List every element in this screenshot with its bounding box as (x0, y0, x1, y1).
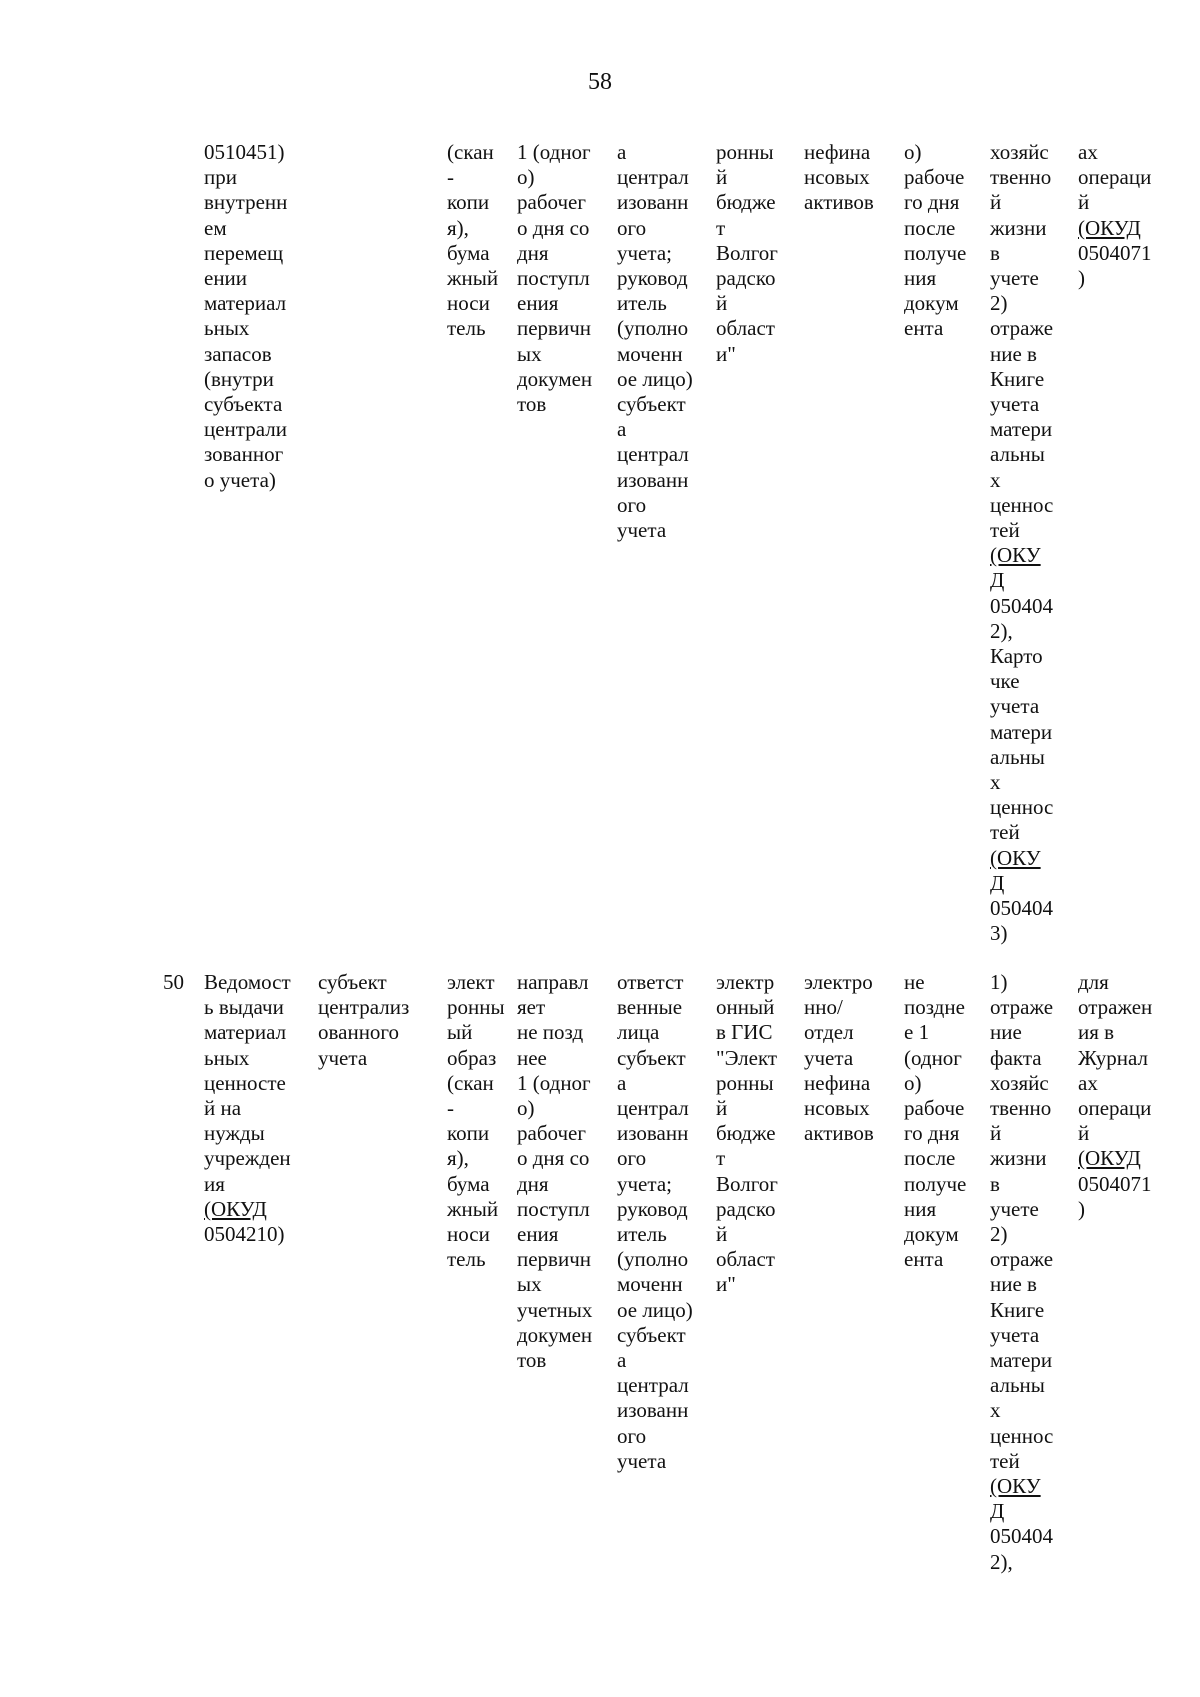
cell-line: активов (804, 1121, 874, 1146)
cell-line: ах (1078, 140, 1098, 164)
cell-line: докум (904, 291, 959, 316)
cell-line: централ (617, 442, 689, 467)
cell-line: (уполно (617, 1247, 689, 1272)
cell-line: (ОКУД (1078, 215, 1141, 240)
cell-line: жный (447, 1196, 499, 1221)
cell-line: о дня со (517, 215, 590, 240)
cell-line: направл (517, 970, 589, 994)
cell-line: матери (990, 1348, 1053, 1373)
cell-line: получе (904, 240, 967, 265)
cell-line: венные (617, 995, 683, 1020)
cell-line: нужды (204, 1121, 265, 1146)
cell-line: перемещ (204, 240, 284, 265)
cell-line: ого (617, 1146, 647, 1171)
cell-line: й (716, 1096, 728, 1121)
cell-line: жизни (990, 1146, 1047, 1171)
cell-line: област (716, 316, 775, 341)
cell-line: рабочег (517, 190, 586, 215)
cell-line: нее (517, 1045, 547, 1070)
cell-line: ронны (447, 995, 505, 1020)
cell-line: 050404 (990, 593, 1053, 618)
cell-line: нсовых (804, 165, 870, 190)
cell-line: ценнос (990, 492, 1054, 517)
cell-line: учрежден (204, 1146, 291, 1171)
cell-line: учета (990, 1322, 1040, 1347)
cell-line: нефина (804, 1070, 871, 1095)
cell-line: субъекта (204, 392, 283, 417)
cell-line: носи (447, 1222, 490, 1247)
cell-line: бюдже (716, 1121, 776, 1146)
cell-line: копи (447, 1121, 490, 1146)
cell-line: зованног (204, 442, 284, 467)
cell-line: учета; (617, 1171, 672, 1196)
cell-line: лица (617, 1020, 660, 1045)
cell-line: Книге (990, 1297, 1045, 1322)
cell-line: субъект (617, 1045, 686, 1070)
cell-line: поздне (904, 995, 965, 1020)
cell-line: Книге (990, 366, 1045, 391)
cell-line: яет (517, 995, 546, 1020)
cell-line: докумен (517, 366, 593, 391)
cell-line: тель (447, 1247, 486, 1272)
cell-line: бюдже (716, 190, 776, 215)
cell-line: 0504071 (1078, 240, 1152, 265)
cell-line: й (990, 1121, 1002, 1146)
page-number: 58 (588, 69, 612, 95)
cell-line: (ОКУД (1078, 1146, 1141, 1171)
cell-line: учете (990, 1196, 1039, 1221)
cell-line: для (1078, 970, 1109, 994)
cell-line: носи (447, 291, 490, 316)
cell-line: ента (904, 1247, 944, 1272)
cell-line: операци (1078, 1096, 1152, 1121)
cell-line: централи (204, 417, 287, 442)
cell-line: руковод (617, 266, 688, 291)
cell-line: получе (904, 1171, 967, 1196)
cell-line: го дня (904, 1121, 960, 1146)
cell-line: жный (447, 266, 499, 291)
cell-line: материал (204, 1020, 287, 1045)
cell-line: ние в (990, 1272, 1037, 1297)
cell-line: первичн (517, 1247, 592, 1272)
cell-line: дня (517, 240, 549, 265)
cell-line: образ (447, 1045, 497, 1070)
accounting-action-cell (990, 140, 1053, 947)
cell-line: руковод (617, 1196, 688, 1221)
cell-line: итель (617, 1222, 667, 1247)
cell-line: тей (990, 1448, 1020, 1473)
document-name-cell (204, 140, 287, 493)
cell-line: й (1078, 190, 1090, 215)
cell-line: радско (716, 1196, 776, 1221)
cell-line: Ведомост (204, 970, 291, 994)
cell-line: а (617, 417, 627, 442)
cell-line: - (447, 1096, 454, 1121)
cell-line: ьных (204, 1045, 250, 1070)
cell-line: моченн (617, 341, 683, 366)
cell-line: о) (904, 140, 922, 164)
cell-line: (ОКУ (990, 543, 1041, 568)
cell-line: Волгог (716, 240, 778, 265)
cell-line: элект (447, 970, 495, 994)
cell-line: в (990, 1171, 1000, 1196)
cell-line: учета (617, 1448, 667, 1473)
submission-term-cell (517, 140, 592, 417)
cell-line: итель (617, 291, 667, 316)
cell-line: учета (318, 1045, 368, 1070)
cell-line: после (904, 1146, 956, 1171)
cell-line: 2), (990, 1549, 1013, 1574)
responsible-entity-cell (318, 970, 409, 1071)
cell-line: альны (990, 744, 1045, 769)
cell-line: учета; (617, 240, 672, 265)
cell-line: и" (716, 341, 736, 366)
cell-line: докумен (517, 1322, 593, 1347)
cell-line: ) (1078, 266, 1085, 291)
processing-term-cell (904, 970, 966, 1272)
cell-line: (ОКУД (204, 1196, 267, 1221)
storage-system-cell (716, 970, 778, 1298)
cell-line: област (716, 1247, 775, 1272)
cell-line: онный (716, 995, 775, 1020)
cell-line: о дня со (517, 1146, 590, 1171)
receiving-department-cell (804, 140, 874, 216)
cell-line: (скан (447, 140, 494, 164)
cell-line: твенно (990, 1096, 1052, 1121)
cell-line: ый (447, 1020, 473, 1045)
cell-line: 3) (990, 921, 1008, 946)
cell-line: радско (716, 266, 776, 291)
cell-line: ия в (1078, 1020, 1115, 1045)
cell-line: централ (617, 1096, 689, 1121)
cell-line: ние (990, 1020, 1022, 1045)
cell-line: 0504210) (204, 1222, 285, 1247)
cell-line: отдел (804, 1020, 854, 1045)
cell-line: ьных (204, 316, 250, 341)
cell-line: 2), (990, 618, 1013, 643)
cell-line: х (990, 1398, 1001, 1423)
cell-line: не (904, 970, 925, 994)
cell-line: рабоче (904, 165, 965, 190)
registers-cell (1078, 970, 1152, 1222)
cell-line: ния (904, 266, 937, 291)
cell-line: т (716, 215, 726, 240)
document-form-cell (447, 970, 505, 1272)
cell-line: ого (617, 215, 647, 240)
submission-term-cell (517, 970, 592, 1373)
cell-line: т (716, 1146, 726, 1171)
cell-line: й (990, 190, 1002, 215)
cell-line: жизни (990, 215, 1047, 240)
cell-line: Волгог (716, 1171, 778, 1196)
cell-line: ого (617, 492, 647, 517)
cell-line: "Элект (716, 1045, 778, 1070)
cell-line: ем (204, 215, 227, 240)
cell-line: матери (990, 417, 1053, 442)
cell-line: альны (990, 1373, 1045, 1398)
cell-line: Д (990, 1499, 1005, 1524)
cell-line: рабоче (904, 1096, 965, 1121)
cell-line: ) (1078, 1196, 1085, 1221)
cell-line: тов (517, 1348, 547, 1373)
cell-line: ого (617, 1423, 647, 1448)
cell-line: отраже (990, 316, 1054, 341)
cell-line: ения (517, 291, 559, 316)
cell-line: моченн (617, 1272, 683, 1297)
cell-line: 1 (одног (517, 1070, 591, 1095)
cell-line: твенно (990, 165, 1052, 190)
registers-cell (1078, 140, 1152, 291)
cell-line: изованн (617, 1398, 689, 1423)
cell-line: тей (990, 518, 1020, 543)
cell-line: ия (204, 1171, 225, 1196)
cell-line: запасов (204, 341, 272, 366)
cell-line: изованн (617, 467, 689, 492)
cell-line: учете (990, 266, 1039, 291)
cell-line: ах (1078, 1070, 1098, 1095)
accounting-action-cell (990, 970, 1053, 1575)
cell-line: ние в (990, 341, 1037, 366)
cell-line: й (1078, 1121, 1090, 1146)
cell-line: 1) (990, 970, 1008, 994)
cell-line: Д (990, 870, 1005, 895)
cell-line: е 1 (904, 1020, 930, 1045)
cell-line: о) (517, 165, 535, 190)
cell-line: отраже (990, 1247, 1054, 1272)
cell-line: я), (447, 1146, 469, 1171)
cell-line: субъект (318, 970, 387, 994)
cell-line: 0510451) (204, 140, 285, 164)
cell-line: электро (804, 970, 873, 994)
cell-line: о учета) (204, 467, 276, 492)
cell-line: ое лицо) (617, 366, 693, 391)
cell-line: й (716, 165, 728, 190)
signatory-cell (617, 970, 693, 1474)
cell-line: ценнос (990, 1423, 1054, 1448)
row-number-cell: 50 (163, 970, 184, 994)
cell-line: Карто (990, 644, 1043, 669)
cell-line: субъект (617, 392, 686, 417)
cell-line: х (990, 770, 1001, 795)
cell-line: альны (990, 442, 1045, 467)
cell-line: хозяйс (990, 1070, 1049, 1095)
cell-line: и" (716, 1272, 736, 1297)
cell-line: тей (990, 820, 1020, 845)
cell-line: (скан (447, 1070, 494, 1095)
cell-line: й (716, 1222, 728, 1247)
cell-line: после (904, 215, 956, 240)
receiving-department-cell (804, 970, 874, 1146)
cell-line: материал (204, 291, 287, 316)
document-name-cell (204, 970, 291, 1247)
cell-line: чке (990, 669, 1020, 694)
cell-line: субъект (617, 1322, 686, 1347)
cell-line: ронны (716, 140, 774, 164)
cell-line: 1 (одног (517, 140, 591, 164)
cell-line: тов (517, 392, 547, 417)
cell-line: тель (447, 316, 486, 341)
cell-line: нефина (804, 140, 871, 164)
cell-line: централ (617, 1373, 689, 1398)
cell-line: го дня (904, 190, 960, 215)
cell-line: внутренн (204, 190, 288, 215)
cell-line: поступл (517, 1196, 590, 1221)
cell-line: рабочег (517, 1121, 586, 1146)
cell-line: докум (904, 1222, 959, 1247)
cell-line: (ОКУ (990, 1474, 1041, 1499)
cell-line: бума (447, 1171, 490, 1196)
cell-line: о) (517, 1096, 535, 1121)
processing-term-cell (904, 140, 966, 342)
cell-line: нсовых (804, 1096, 870, 1121)
cell-line: (внутри (204, 366, 274, 391)
cell-line: централ (617, 165, 689, 190)
document-form-cell (447, 140, 498, 342)
cell-line: ронны (716, 1070, 774, 1095)
cell-line: учета (990, 392, 1040, 417)
cell-line: х (990, 467, 1001, 492)
cell-line: й на (204, 1096, 242, 1121)
cell-line: ения (517, 1222, 559, 1247)
cell-line: учета (804, 1045, 854, 1070)
cell-line: копи (447, 190, 490, 215)
cell-line: Д (990, 568, 1005, 593)
cell-line: ованного (318, 1020, 400, 1045)
cell-line: я), (447, 215, 469, 240)
cell-line: первичн (517, 316, 592, 341)
cell-line: нно/ (804, 995, 843, 1020)
signatory-cell (617, 140, 693, 543)
storage-system-cell (716, 140, 778, 367)
cell-line: Журнал (1078, 1045, 1149, 1070)
cell-line: а (617, 1348, 627, 1373)
cell-line: 2) (990, 1222, 1008, 1247)
cell-line: учетных (517, 1297, 593, 1322)
cell-line: (одног (904, 1045, 962, 1070)
cell-line: й (716, 291, 728, 316)
cell-line: в (990, 240, 1000, 265)
cell-line: изованн (617, 1121, 689, 1146)
cell-line: (уполно (617, 316, 689, 341)
cell-line: матери (990, 719, 1053, 744)
cell-line: - (447, 165, 454, 190)
cell-line: ответст (617, 970, 684, 994)
cell-line: а (617, 140, 627, 164)
cell-line: ении (204, 266, 248, 291)
cell-line: бума (447, 240, 490, 265)
cell-line: 050404 (990, 896, 1053, 921)
cell-line: ых (517, 341, 542, 366)
cell-line: учета (617, 518, 667, 543)
cell-line: не позд (517, 1020, 584, 1045)
cell-line: ния (904, 1196, 937, 1221)
cell-line: ценносте (204, 1070, 286, 1095)
cell-line: изованн (617, 190, 689, 215)
cell-line: хозяйс (990, 140, 1049, 164)
cell-line: дня (517, 1171, 549, 1196)
cell-line: 050404 (990, 1524, 1053, 1549)
cell-line: ценнос (990, 795, 1054, 820)
cell-line: отраже (990, 995, 1054, 1020)
cell-line: в ГИС (716, 1020, 773, 1045)
cell-line: операци (1078, 165, 1152, 190)
cell-line: (ОКУ (990, 845, 1041, 870)
cell-line: электр (716, 970, 775, 994)
cell-line: о) (904, 1070, 922, 1095)
cell-line: ое лицо) (617, 1297, 693, 1322)
cell-line: централиз (318, 995, 410, 1020)
cell-line: а (617, 1070, 627, 1095)
cell-line: 2) (990, 291, 1008, 316)
cell-line: активов (804, 190, 874, 215)
cell-line: 0504071 (1078, 1171, 1152, 1196)
cell-line: при (204, 165, 237, 190)
cell-line: поступл (517, 266, 590, 291)
cell-line: учета (990, 694, 1040, 719)
cell-line: ента (904, 316, 944, 341)
cell-line: отражен (1078, 995, 1153, 1020)
cell-line: факта (990, 1045, 1042, 1070)
cell-line: ь выдачи (204, 995, 284, 1020)
cell-line: ых (517, 1272, 542, 1297)
